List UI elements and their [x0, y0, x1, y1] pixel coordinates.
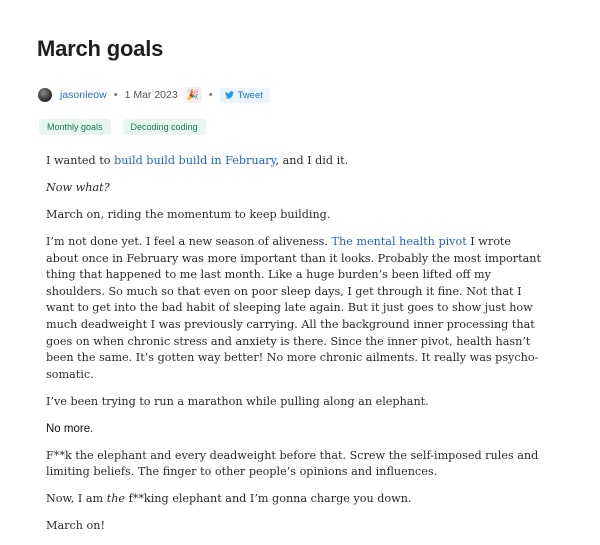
post-date: 1 Mar 2023 — [124, 89, 178, 101]
paragraph: Now what? — [46, 180, 110, 194]
paragraph: Now, I am the f**king elephant and I’m gonna charge you down. — [46, 492, 412, 506]
twitter-bird-icon — [225, 91, 234, 99]
tag-decoding-coding[interactable]: Decoding coding — [123, 119, 206, 135]
paragraph: I’m not done yet. I feel a new season of aliveness. The mental health pivot I wrote about once in February was more important than it looks. Probably the most important thing that happened to me last month. Like a huge burden’s been lifted off my shoulders. So much so that even on poor sleep days, I get through it fine. Not that I want to get into the bad habit of sleeping late again. But it just goes to show just how much deadweight I was previously carrying. All the background inner processing that goes on when chronic stress and anxiety is there. Since the inner pivot, health hasn’t been the same. It’s gotten way better! No more chronic ailments. It really was psycho-somatic. — [46, 234, 542, 381]
tweet-label: Tweet — [237, 89, 263, 101]
paragraph: I’ve been trying to run a marathon while pulling along an elephant. — [46, 394, 429, 408]
meta-separator: • — [113, 89, 118, 101]
paragraph: March on! — [46, 519, 105, 533]
mental-health-pivot-link[interactable]: The mental health pivot — [331, 234, 467, 248]
paragraph: F**k the elephant and every deadweight before that. Screw the self-imposed rules and limiting beliefs. The finger to other people’s opinions and influences. — [46, 448, 539, 479]
tweet-button[interactable] — [220, 88, 270, 103]
paragraph: No more. — [46, 422, 94, 435]
post-meta — [38, 86, 270, 104]
reaction-emoji[interactable]: 🎉 — [184, 87, 202, 103]
author-link[interactable]: jasonleow — [60, 89, 107, 101]
author-avatar[interactable] — [38, 88, 52, 102]
tag-list — [39, 119, 206, 135]
meta-separator: • — [208, 89, 213, 101]
post-title: March goals — [37, 36, 164, 61]
tag-monthly-goals[interactable]: Monthly goals — [39, 119, 111, 135]
build-build-build-link[interactable]: build build build in February — [114, 154, 276, 167]
post-body — [46, 153, 546, 545]
paragraph: I wanted to build build build in February, and I did it. — [46, 154, 349, 167]
paragraph: March on, riding the momentum to keep building. — [46, 207, 331, 221]
